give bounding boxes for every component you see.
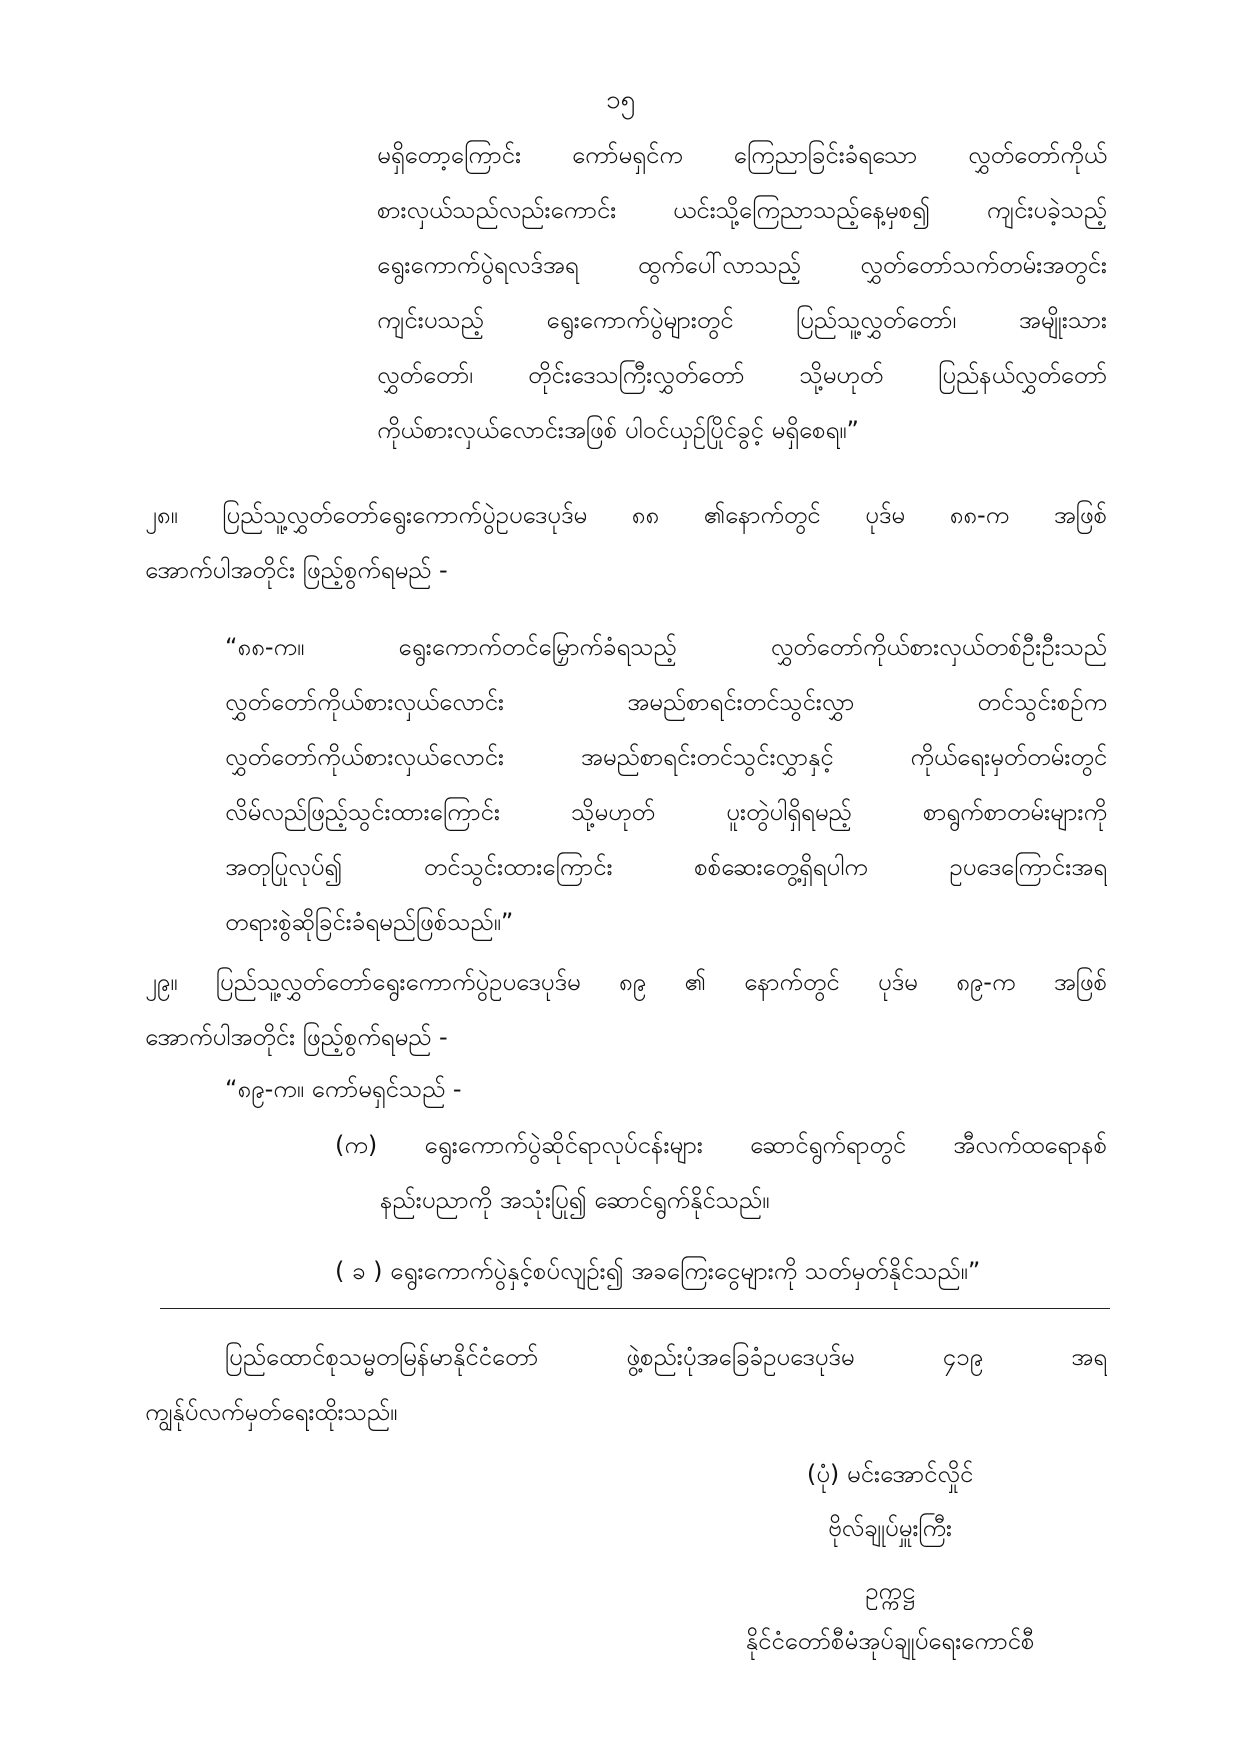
section-89a-heading bbox=[225, 1062, 825, 1117]
paragraph-line: လွှတ်တော်ကိုယ်စားလှယ်လောင်း အမည်စာရင်းတင်သွင်းလွှာ တင်သွင်းစဉ်က bbox=[225, 688, 1107, 716]
signature-title: ဥက္ကဋ္ဌ bbox=[865, 1577, 915, 1605]
paragraph-line: ကိုယ်စားလှယ်လောင်းအဖြစ် ပါဝင်ယှဉ်ပြိုင်ခွင့် မရှိစေရ။” bbox=[377, 416, 859, 444]
paragraph-line: ကျင်းပသည့် ရွေးကောက်ပွဲများတွင် ပြည်သူ့လွှတ်တော်၊ အမျိုးသား bbox=[377, 306, 1107, 334]
continuation-paragraph bbox=[377, 128, 1107, 458]
paragraph-line: လိမ်လည်ဖြည့်သွင်းထားကြောင်း သို့မဟုတ် ပူးတွဲပါရှိရမည့် စာရွက်စာတမ်းများကို bbox=[225, 798, 1107, 826]
paragraph-line: ၂၈။ ပြည်သူ့လွှတ်တော်ရွေးကောက်ပွဲဥပဒေပုဒ်မ ၈၈ ၏နောက်တွင် ပုဒ်မ ၈၈-က အဖြစ် bbox=[145, 501, 1107, 529]
sub-heading: “၈၉-က။ ကော်မရှင်သည် - bbox=[225, 1075, 462, 1103]
signature-name: (ပုံ) မင်းအောင်လှိုင် bbox=[806, 1460, 974, 1488]
paragraph-line: “၈၈-က။ ရွေးကောက်တင်မြှောက်ခံရသည့် လွှတ်တော်ကိုယ်စားလှယ်တစ်ဦးဦးသည် bbox=[225, 633, 1107, 661]
section-28-intro bbox=[145, 488, 1107, 598]
paragraph-line: မရှိတော့ကြောင်း ကော်မရှင်က ကြေညာခြင်းခံရသော လွှတ်တော်ကိုယ် bbox=[377, 141, 1107, 169]
signature-rank: ဗိုလ်ချုပ်မှူးကြီး bbox=[827, 1514, 953, 1542]
paragraph-line: ကျွန်ုပ်လက်မှတ်ရေးထိုးသည်။ bbox=[145, 1398, 398, 1426]
paragraph-line: လွှတ်တော်၊ တိုင်းဒေသကြီးလွှတ်တော် သို့မဟုတ် ပြည်နယ်လွှတ်တော် bbox=[377, 361, 1107, 389]
paragraph-line: စားလှယ်သည်လည်းကောင်း ယင်းသို့ကြေညာသည့်နေ့မှစ၍ ကျင်းပခဲ့သည့် bbox=[377, 196, 1107, 224]
paragraph-line: အောက်ပါအတိုင်း ဖြည့်စွက်ရမည် - bbox=[145, 556, 448, 584]
paragraph-line: ၂၉။ ပြည်သူ့လွှတ်တော်ရွေးကောက်ပွဲဥပဒေပုဒ်မ ၈၉ ၏ နောက်တွင် ပုဒ်မ ၈၉-က အဖြစ် bbox=[145, 968, 1107, 996]
enactment-paragraph bbox=[145, 1330, 1107, 1440]
section-88a-quote bbox=[225, 620, 1107, 950]
paragraph-line: တရားစွဲဆိုခြင်းခံရမည်ဖြစ်သည်။” bbox=[225, 908, 514, 936]
item-ka bbox=[335, 1118, 1107, 1228]
item-kha bbox=[335, 1244, 1107, 1299]
paragraph-line: ပြည်ထောင်စုသမ္မတမြန်မာနိုင်ငံတော် ဖွဲ့စည်းပုံအခြေခံဥပဒေပုဒ်မ ၄၁၉ အရ bbox=[225, 1343, 1107, 1371]
paragraph-line: လွှတ်တော်ကိုယ်စားလှယ်လောင်း အမည်စာရင်းတင်သွင်းလွှာနှင့် ကိုယ်ရေးမှတ်တမ်းတွင် bbox=[225, 743, 1107, 771]
paragraph-line: ( ခ ) ရွေးကောက်ပွဲနှင့်စပ်လျဉ်း၍ အခကြေးငွေများကို သတ်မှတ်နိုင်သည်။” bbox=[335, 1257, 981, 1285]
horizontal-rule bbox=[160, 1308, 1110, 1309]
paragraph-line: အောက်ပါအတိုင်း ဖြည့်စွက်ရမည် - bbox=[145, 1023, 448, 1051]
paragraph-line: နည်းပညာကို အသုံးပြု၍ ဆောင်ရွက်နိုင်သည်။ bbox=[380, 1186, 770, 1214]
paragraph-line: အတုပြုလုပ်၍ တင်သွင်းထားကြောင်း စစ်ဆေးတွေ့ရှိရပါက ဥပဒေကြောင်းအရ bbox=[225, 853, 1107, 881]
page-number: ၁၅ bbox=[605, 85, 636, 115]
paragraph-line: (က) ရွေးကောက်ပွဲဆိုင်ရာလုပ်ငန်းများ ဆောင်ရွက်ရာတွင် အီလက်ထရောနစ် bbox=[335, 1131, 1107, 1159]
signature-office: နိုင်ငံတော်စီမံအုပ်ချုပ်ရေးကောင်စီ bbox=[745, 1627, 1035, 1655]
section-29-intro bbox=[145, 955, 1107, 1065]
paragraph-line: ရွေးကောက်ပွဲရလဒ်အရ ထွက်ပေါ်လာသည့် လွှတ်တော်သက်တမ်းအတွင်း bbox=[377, 251, 1107, 279]
